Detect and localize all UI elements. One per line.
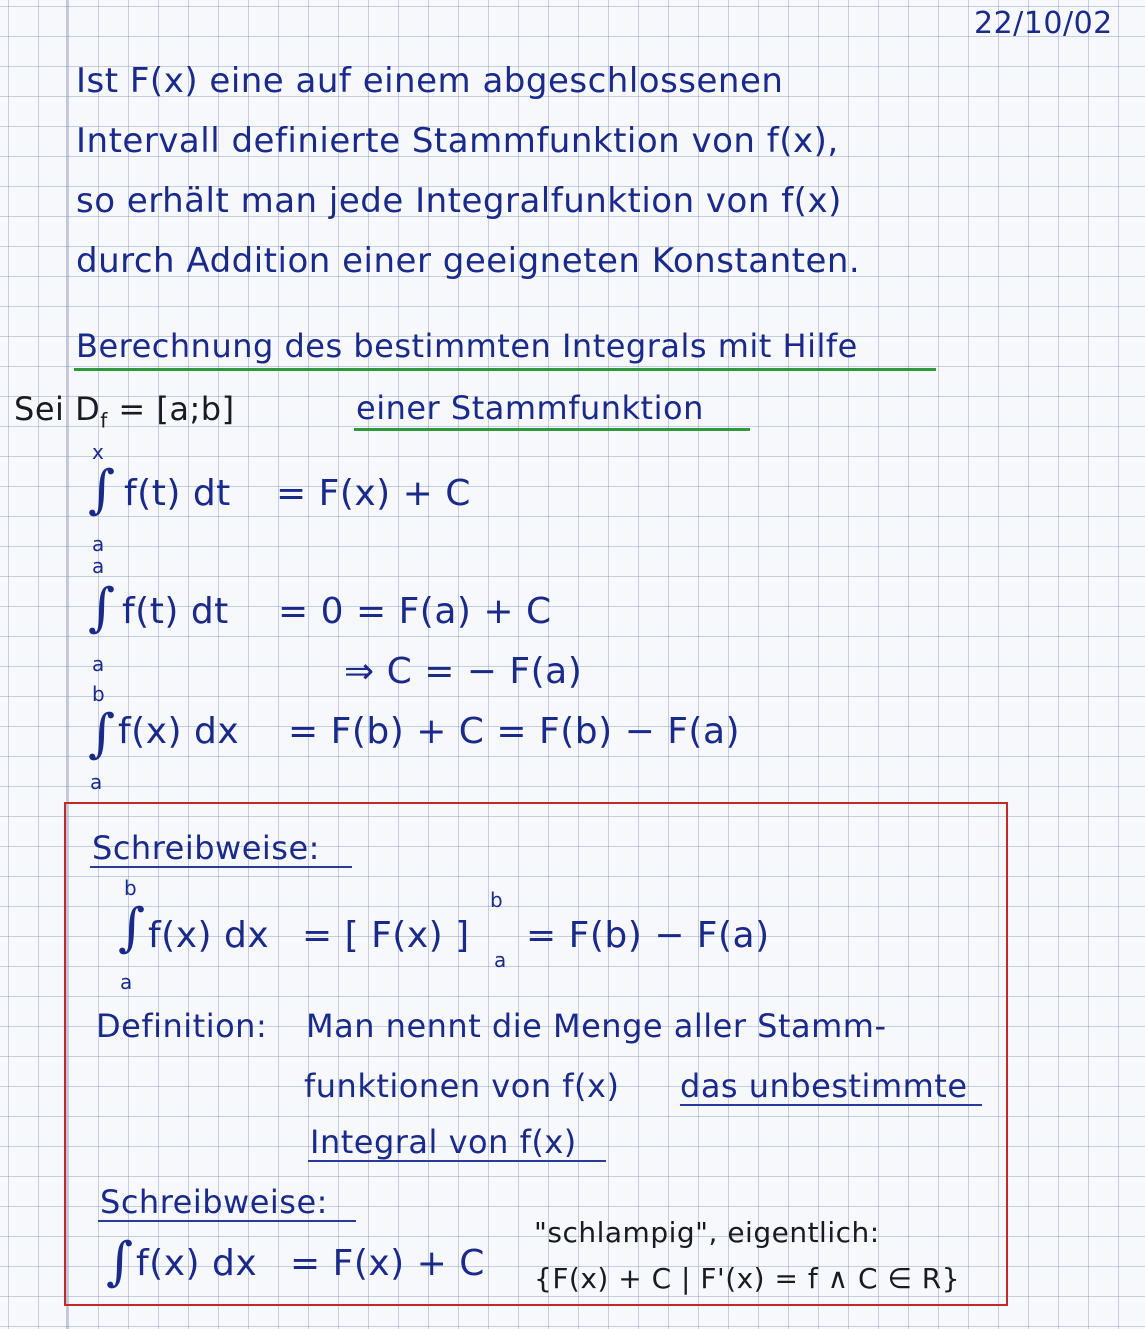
definition-line-3: Integral von f(x) [310, 1123, 577, 1161]
definition-line-1: Man nennt die Menge aller Stamm- [306, 1007, 887, 1045]
eq4-rhs: = F(b) + C = F(b) − F(a) [288, 711, 741, 752]
domain-sei: Sei D [14, 390, 101, 428]
eq2-lower: a [92, 652, 105, 676]
notation-lower: a [120, 970, 133, 994]
note-line-2: {F(x) + C | F'(x) = f ∧ C ∈ R} [534, 1262, 961, 1295]
indef-rhs: = F(x) + C [290, 1243, 485, 1284]
notation-mid: = [ F(x) ] [302, 915, 470, 956]
eq2-rhs: = 0 = F(a) + C [278, 591, 552, 632]
date: 22/10/02 [974, 6, 1113, 41]
eq2-integral-icon: ∫ [88, 578, 116, 638]
heading-underline-1 [74, 368, 936, 371]
notation-lhs: f(x) dx [148, 915, 270, 956]
eq4-lhs: f(x) dx [118, 711, 240, 752]
notation-integral-icon: ∫ [118, 898, 146, 958]
eq1-lower: a [92, 532, 105, 556]
eq4-integral-icon: ∫ [88, 704, 116, 764]
eq4-upper: b [92, 682, 106, 706]
theorem-line-2: Intervall definierte Stammfunktion von f(x), [76, 121, 839, 161]
definition-underline-3 [308, 1160, 606, 1162]
definition-label: Definition: [96, 1007, 268, 1045]
schreibweise-heading-2: Schreibweise: [100, 1183, 328, 1221]
notation-sub: a [494, 948, 507, 972]
eq2-upper: a [92, 554, 105, 578]
theorem-line-3: so erhält man jede Integralfunktion von f(x) [76, 181, 842, 221]
definition-line-2a: funktionen von f(x) [304, 1067, 620, 1105]
indef-integral-icon: ∫ [106, 1232, 134, 1292]
eq4-lower: a [90, 770, 103, 794]
heading-line-1: Berechnung des bestimmten Integrals mit Hilfe [76, 327, 858, 365]
eq3: ⇒ C = − F(a) [344, 651, 583, 692]
notation-upper: b [124, 876, 138, 900]
heading-line-2: einer Stammfunktion [356, 389, 704, 427]
eq2-lhs: f(t) dt [122, 591, 229, 632]
definition-underline-2 [680, 1104, 982, 1106]
notation-sup: b [490, 888, 504, 912]
eq1-integral-icon: ∫ [88, 460, 116, 520]
eq1-rhs: = F(x) + C [276, 473, 471, 514]
notation-rhs: = F(b) − F(a) [526, 915, 770, 956]
indef-lhs: f(x) dx [136, 1243, 258, 1284]
domain-statement [14, 390, 235, 432]
note-line-1: "schlampig", eigentlich: [534, 1216, 880, 1249]
schreibweise-heading-1: Schreibweise: [92, 829, 320, 867]
schreibweise-underline-1 [90, 866, 352, 868]
domain-interval: = [a;b] [118, 390, 235, 428]
theorem-line-4: durch Addition einer geeigneten Konstanten. [76, 241, 861, 281]
heading-underline-2 [354, 428, 750, 431]
eq1-upper: x [92, 440, 105, 464]
definition-line-2b: das unbestimmte [680, 1067, 968, 1105]
eq1-lhs: f(t) dt [124, 473, 231, 514]
schreibweise-underline-2 [98, 1220, 356, 1222]
theorem-line-1: Ist F(x) eine auf einem abgeschlossenen [76, 61, 784, 101]
domain-sub: f [100, 408, 108, 433]
